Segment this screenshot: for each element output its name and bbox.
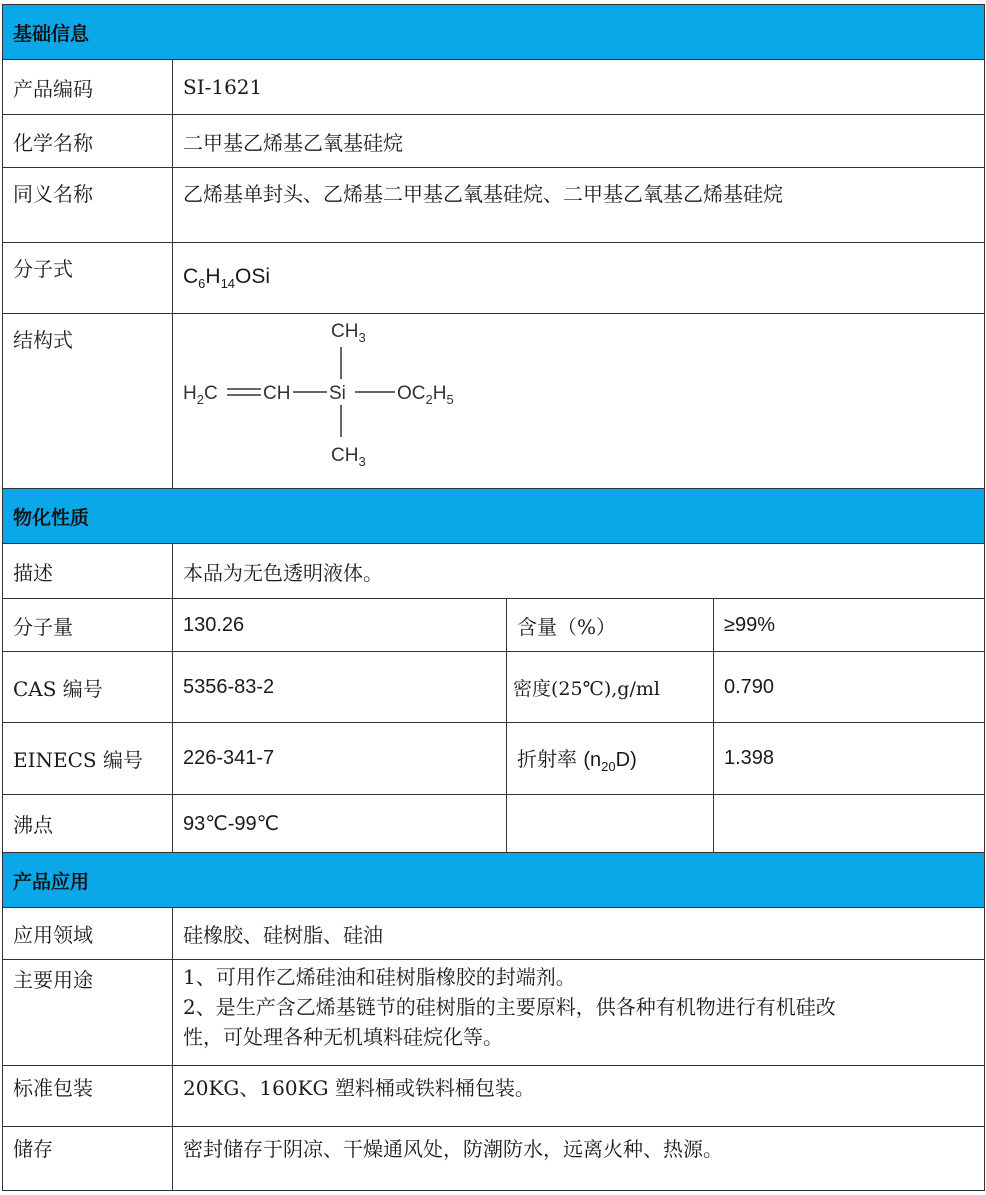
mw-row xyxy=(3,599,985,652)
section-application-row xyxy=(3,853,985,908)
store-value: 密封储存于阴凉、干燥通风处，防潮防水，远离火种、热源。 xyxy=(173,1127,985,1191)
struct-bottom-n: 3 xyxy=(358,454,366,469)
field-row xyxy=(3,908,985,960)
use-value xyxy=(173,960,985,1066)
section-physchem-row xyxy=(3,489,985,544)
mw-label: 分子量 xyxy=(3,599,173,652)
field-value: 硅橡胶、硅树脂、硅油 xyxy=(173,908,985,960)
struct-si: Si xyxy=(329,383,346,404)
use-line-1: 1、可用作乙烯硅油和硅树脂橡胶的封端剂。 xyxy=(183,965,576,989)
synonym-value: 乙烯基单封头、乙烯基二甲基乙氧基硅烷、二甲基乙氧基乙烯基硅烷 xyxy=(173,168,985,243)
struct-right-n2: 5 xyxy=(446,392,454,407)
struct-left-n: 2 xyxy=(196,392,204,407)
formula-h: H xyxy=(205,264,221,288)
chem-name-row xyxy=(3,115,985,168)
cas-row xyxy=(3,652,985,723)
einecs-value: 226-341-7 xyxy=(173,723,507,795)
pack-label: 标准包装 xyxy=(3,1066,173,1127)
desc-value: 本品为无色透明液体。 xyxy=(173,544,985,599)
chem-name-label: 化学名称 xyxy=(3,115,173,168)
struct-left-c: C xyxy=(203,383,218,404)
formula-h-count: 14 xyxy=(220,276,236,292)
bp-value: 93℃-99℃ xyxy=(173,795,507,853)
structure-row xyxy=(3,314,985,489)
content-label: 含量（%） xyxy=(507,599,714,652)
structure-label: 结构式 xyxy=(3,314,173,489)
empty-cell-b xyxy=(714,795,985,853)
struct-right-h: H xyxy=(432,383,447,404)
synonym-label: 同义名称 xyxy=(3,168,173,243)
content-value: ≥99% xyxy=(714,599,985,652)
density-value: 0.790 xyxy=(714,652,985,723)
field-label: 应用领域 xyxy=(3,908,173,960)
product-datasheet xyxy=(2,4,984,1191)
svg-text:H2C xyxy=(183,383,218,407)
product-code-value: SI-1621 xyxy=(173,60,985,115)
bp-label: 沸点 xyxy=(3,795,173,853)
formula-c-count: 6 xyxy=(198,276,206,292)
svg-text:CH3 xyxy=(331,445,366,469)
store-label: 储存 xyxy=(3,1127,173,1191)
section-application-title: 产品应用 xyxy=(3,853,985,908)
struct-top-n: 3 xyxy=(358,330,366,345)
struct-left-h: H xyxy=(183,383,197,404)
refraction-label-n: (n xyxy=(583,749,602,771)
formula-c: C xyxy=(183,264,199,288)
use-label: 主要用途 xyxy=(3,960,173,1066)
refraction-label-text: 折射率 xyxy=(517,747,577,771)
use-row xyxy=(3,960,985,1066)
refraction-value: 1.398 xyxy=(714,723,985,795)
refraction-label xyxy=(507,723,714,795)
structure-diagram xyxy=(183,315,503,487)
structure-cell xyxy=(173,314,985,489)
einecs-row xyxy=(3,723,985,795)
use-line-3: 性，可处理各种无机填料硅烷化等。 xyxy=(183,1025,503,1049)
refraction-label-sub: 20 xyxy=(601,759,616,774)
struct-ch: CH xyxy=(263,383,291,404)
datasheet-table xyxy=(2,4,985,1191)
struct-bottom-ch: CH xyxy=(331,445,359,466)
product-code-label: 产品编码 xyxy=(3,60,173,115)
pack-value: 20KG、160KG 塑料桶或铁料桶包装。 xyxy=(173,1066,985,1127)
desc-row xyxy=(3,544,985,599)
cas-value: 5356-83-2 xyxy=(173,652,507,723)
formula-value xyxy=(173,243,985,314)
store-row xyxy=(3,1127,985,1191)
bp-row xyxy=(3,795,985,853)
section-basic-title: 基础信息 xyxy=(3,5,985,60)
formula-row xyxy=(3,243,985,314)
formula-rest: OSi xyxy=(235,264,271,288)
svg-text:CH3 xyxy=(331,321,366,345)
section-basic-row xyxy=(3,5,985,60)
refraction-label-d: D) xyxy=(615,749,637,771)
cas-label: CAS 编号 xyxy=(3,652,173,723)
mw-value: 130.26 xyxy=(173,599,507,652)
formula-label: 分子式 xyxy=(3,243,173,314)
empty-cell-a xyxy=(507,795,714,853)
svg-text:OC2H5 xyxy=(397,383,454,407)
product-code-row xyxy=(3,60,985,115)
struct-right-oc: OC xyxy=(397,383,426,404)
einecs-label: EINECS 编号 xyxy=(3,723,173,795)
use-line-2: 2、是生产含乙烯基链节的硅树脂的主要原料，供各种有机物进行有机硅改 xyxy=(183,995,836,1019)
struct-right-n1: 2 xyxy=(425,392,433,407)
chem-name-value: 二甲基乙烯基乙氧基硅烷 xyxy=(173,115,985,168)
desc-label: 描述 xyxy=(3,544,173,599)
synonym-row xyxy=(3,168,985,243)
density-label: 密度(25℃),g/ml xyxy=(507,652,714,723)
section-physchem-title: 物化性质 xyxy=(3,489,985,544)
struct-top-ch: CH xyxy=(331,321,359,342)
pack-row xyxy=(3,1066,985,1127)
